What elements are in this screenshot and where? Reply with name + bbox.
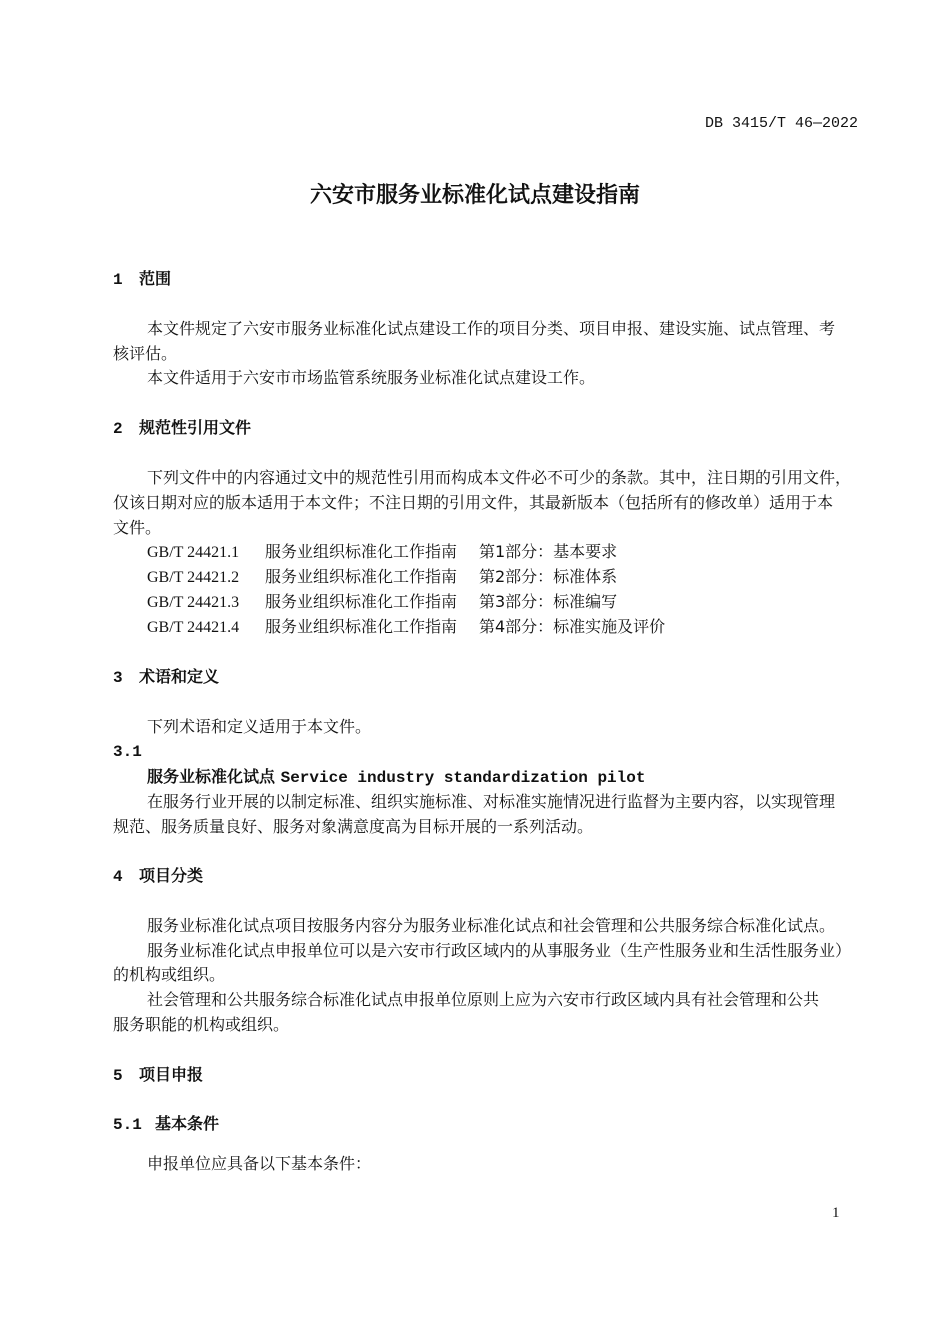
paragraph-line: 文件。 (113, 518, 162, 537)
section-number: 1 (113, 271, 123, 289)
reference-part: 第4部分：标准实施及评价 (479, 617, 666, 636)
subsection-5-1-heading (113, 1114, 219, 1135)
paragraph-line: 下列文件中的内容通过文中的规范性引用而构成本文件必不可少的条款。其中，注日期的引用文件， (147, 468, 852, 487)
section-5-heading (113, 1065, 203, 1086)
reference-code: GB/T 24421.2 (147, 569, 240, 586)
reference-name: 服务业组织标准化工作指南 (265, 592, 458, 611)
subsection-title: 基本条件 (155, 1114, 220, 1133)
reference-name: 服务业组织标准化工作指南 (265, 617, 458, 636)
reference-item (147, 617, 665, 638)
section-number: 3 (113, 669, 123, 687)
paragraph-line: 申报单位应具备以下基本条件： (147, 1154, 372, 1173)
section-title: 项目申报 (139, 1065, 204, 1084)
term-entry (147, 767, 645, 788)
reference-item (147, 567, 617, 588)
paragraph-line: 规范、服务质量良好、服务对象满意度高为目标开展的一系列活动。 (113, 817, 594, 836)
section-number: 2 (113, 420, 123, 438)
paragraph-line: 本文件规定了六安市服务业标准化试点建设工作的项目分类、项目申报、建设实施、试点管理、考 (147, 319, 836, 338)
section-title: 术语和定义 (139, 667, 220, 686)
paragraph-line: 的机构或组织。 (113, 965, 226, 984)
paragraph-line: 核评估。 (113, 344, 178, 363)
reference-item (147, 592, 617, 613)
paragraph-line: 服务职能的机构或组织。 (113, 1015, 290, 1034)
paragraph-line: 服务业标准化试点项目按服务内容分为服务业标准化试点和社会管理和公共服务综合标准化试点。 (147, 916, 836, 935)
section-1-heading (113, 269, 171, 290)
reference-code: GB/T 24421.1 (147, 544, 240, 561)
page-number: 1 (832, 1205, 840, 1221)
reference-part: 第2部分：标准体系 (479, 567, 618, 586)
section-title: 项目分类 (139, 866, 204, 885)
reference-item (147, 542, 617, 563)
term-number: 3.1 (113, 743, 142, 761)
paragraph-line: 社会管理和公共服务综合标准化试点申报单位原则上应为六安市行政区域内具有社会管理和公共 (147, 990, 820, 1009)
reference-name: 服务业组织标准化工作指南 (265, 567, 458, 586)
section-number: 4 (113, 868, 123, 886)
section-3-heading (113, 667, 219, 688)
paragraph-line: 在服务行业开展的以制定标准、组织实施标准、对标准实施情况进行监督为主要内容，以实现管理 (147, 792, 836, 811)
term-chinese: 服务业标准化试点 (147, 767, 276, 786)
reference-part: 第3部分：标准编写 (479, 592, 618, 611)
reference-code: GB/T 24421.4 (147, 619, 240, 636)
paragraph-line: 下列术语和定义适用于本文件。 (147, 717, 372, 736)
reference-name: 服务业组织标准化工作指南 (265, 542, 458, 561)
document-title: 六安市服务业标准化试点建设指南 (309, 183, 640, 208)
paragraph-line: 本文件适用于六安市市场监管系统服务业标准化试点建设工作。 (147, 368, 596, 387)
subsection-number: 5.1 (113, 1116, 142, 1134)
paragraph-line: 服务业标准化试点申报单位可以是六安市行政区域内的从事服务业（生产性服务业和生活性服务业） (147, 941, 852, 960)
section-2-heading (113, 418, 251, 439)
paragraph-line: 仅该日期对应的版本适用于本文件；不注日期的引用文件，其最新版本（包括所有的修改单）适用于本 (113, 493, 834, 512)
section-4-heading (113, 866, 203, 887)
document-number: DB 3415/T 46—2022 (704, 115, 858, 132)
section-title: 规范性引用文件 (139, 418, 252, 437)
reference-part: 第1部分：基本要求 (479, 542, 618, 561)
section-title: 范围 (139, 269, 172, 288)
reference-code: GB/T 24421.3 (147, 594, 240, 611)
section-number: 5 (113, 1067, 123, 1085)
term-english: Service industry standardization pilot (280, 769, 646, 787)
